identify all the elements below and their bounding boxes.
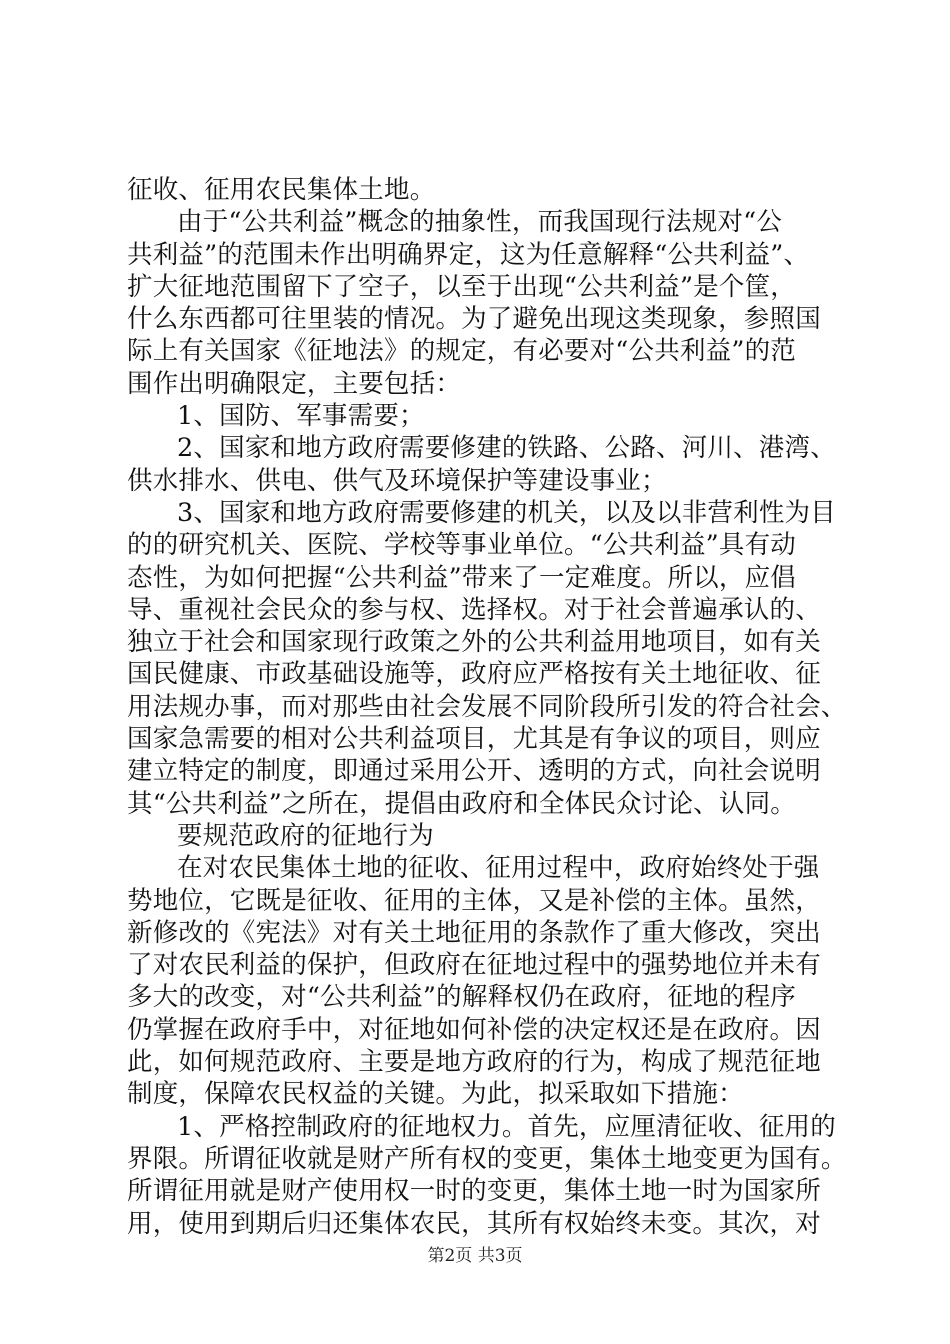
page-footer bbox=[0, 1245, 950, 1267]
text-line: 际上有关国家《征地法》的规定，有必要对“公共利益”的范 bbox=[127, 336, 796, 367]
text-line: 国家急需要的相对公共利益项目，尤其是有争议的项目，则应 bbox=[127, 724, 821, 755]
body-text bbox=[127, 174, 847, 1240]
list-item-3: 3、国家和地方政府需要修建的机关，以及以非营利性为目 bbox=[177, 497, 836, 528]
text-line: 制度，保障农民权益的关键。为此，拟采取如下措施： bbox=[127, 1079, 744, 1110]
text-line: 此，如何规范政府、主要是地方政府的行为，构成了规范征地 bbox=[127, 1047, 821, 1078]
text-line: 用，使用到期后归还集体农民，其所有权始终未变。其次，对 bbox=[127, 1208, 821, 1239]
text-line: 供水排水、供电、供气及环境保护等建设事业； bbox=[127, 465, 667, 496]
text-line: 由于“公共利益”概念的抽象性，而我国现行法规对“公 bbox=[177, 207, 783, 238]
text-line: 征收、征用农民集体土地。 bbox=[127, 175, 436, 205]
text-line: 建立特定的制度，即通过采用公开、透明的方式，向社会说明 bbox=[127, 756, 821, 787]
text-line: 在对农民集体土地的征收、征用过程中，政府始终处于强 bbox=[177, 853, 820, 884]
text-line: 所谓征用就是财产使用权一时的变更，集体土地一时为国家所 bbox=[127, 1176, 821, 1207]
text-line: 态性，为如何把握“公共利益”带来了一定难度。所以，应倡 bbox=[127, 562, 796, 593]
text-line: 多大的改变，对“公共利益”的解释权仍在政府，征地的程序 bbox=[127, 982, 796, 1013]
list-item-2: 2、国家和地方政府需要修建的铁路、公路、河川、港湾、 bbox=[177, 433, 836, 464]
text-line: 用法规办事，而对那些由社会发展不同阶段所引发的符合社会、 bbox=[127, 691, 847, 722]
text-line: 围作出明确限定，主要包括： bbox=[127, 368, 462, 399]
text-line: 共利益”的范围未作出明确界定，这为任意解释“公共利益”、 bbox=[127, 239, 810, 270]
text-line: 的的研究机关、医院、学校等事业单位。“公共利益”具有动 bbox=[127, 530, 796, 561]
list-item-measure-1: 1、严格控制政府的征地权力。首先，应厘清征收、征用的 bbox=[177, 1111, 836, 1142]
text-line: 了对农民利益的保护，但政府在征地过程中的强势地位并未有 bbox=[127, 950, 821, 981]
page-number-label: 第2页 共3页 bbox=[427, 1246, 523, 1266]
text-line: 新修改的《宪法》对有关土地征用的条款作了重大修改，突出 bbox=[127, 917, 821, 948]
text-line: 扩大征地范围留下了空子，以至于出现“公共利益”是个筐， bbox=[127, 271, 796, 302]
text-line: 独立于社会和国家现行政策之外的公共利益用地项目，如有关 bbox=[127, 627, 821, 658]
text-line: 势地位，它既是征收、征用的主体，又是补偿的主体。虽然， bbox=[127, 885, 821, 916]
text-line: 国民健康、市政基础设施等，政府应严格按有关土地征收、征 bbox=[127, 659, 821, 690]
text-line: 界限。所谓征收就是财产所有权的变更，集体土地变更为国有。 bbox=[127, 1143, 847, 1174]
text-line: 仍掌握在政府手中，对征地如何补偿的决定权还是在政府。因 bbox=[127, 1014, 821, 1045]
section-heading: 要规范政府的征地行为 bbox=[177, 820, 435, 851]
text-line: 导、重视社会民众的参与权、选择权。对于社会普遍承认的、 bbox=[127, 594, 821, 625]
text-line: 其“公共利益”之所在，提倡由政府和全体民众讨论、认同。 bbox=[127, 788, 796, 819]
text-line: 什么东西都可往里装的情况。为了避免出现这类现象，参照国 bbox=[127, 304, 821, 335]
list-item-1: 1、国防、军事需要； bbox=[177, 401, 425, 432]
